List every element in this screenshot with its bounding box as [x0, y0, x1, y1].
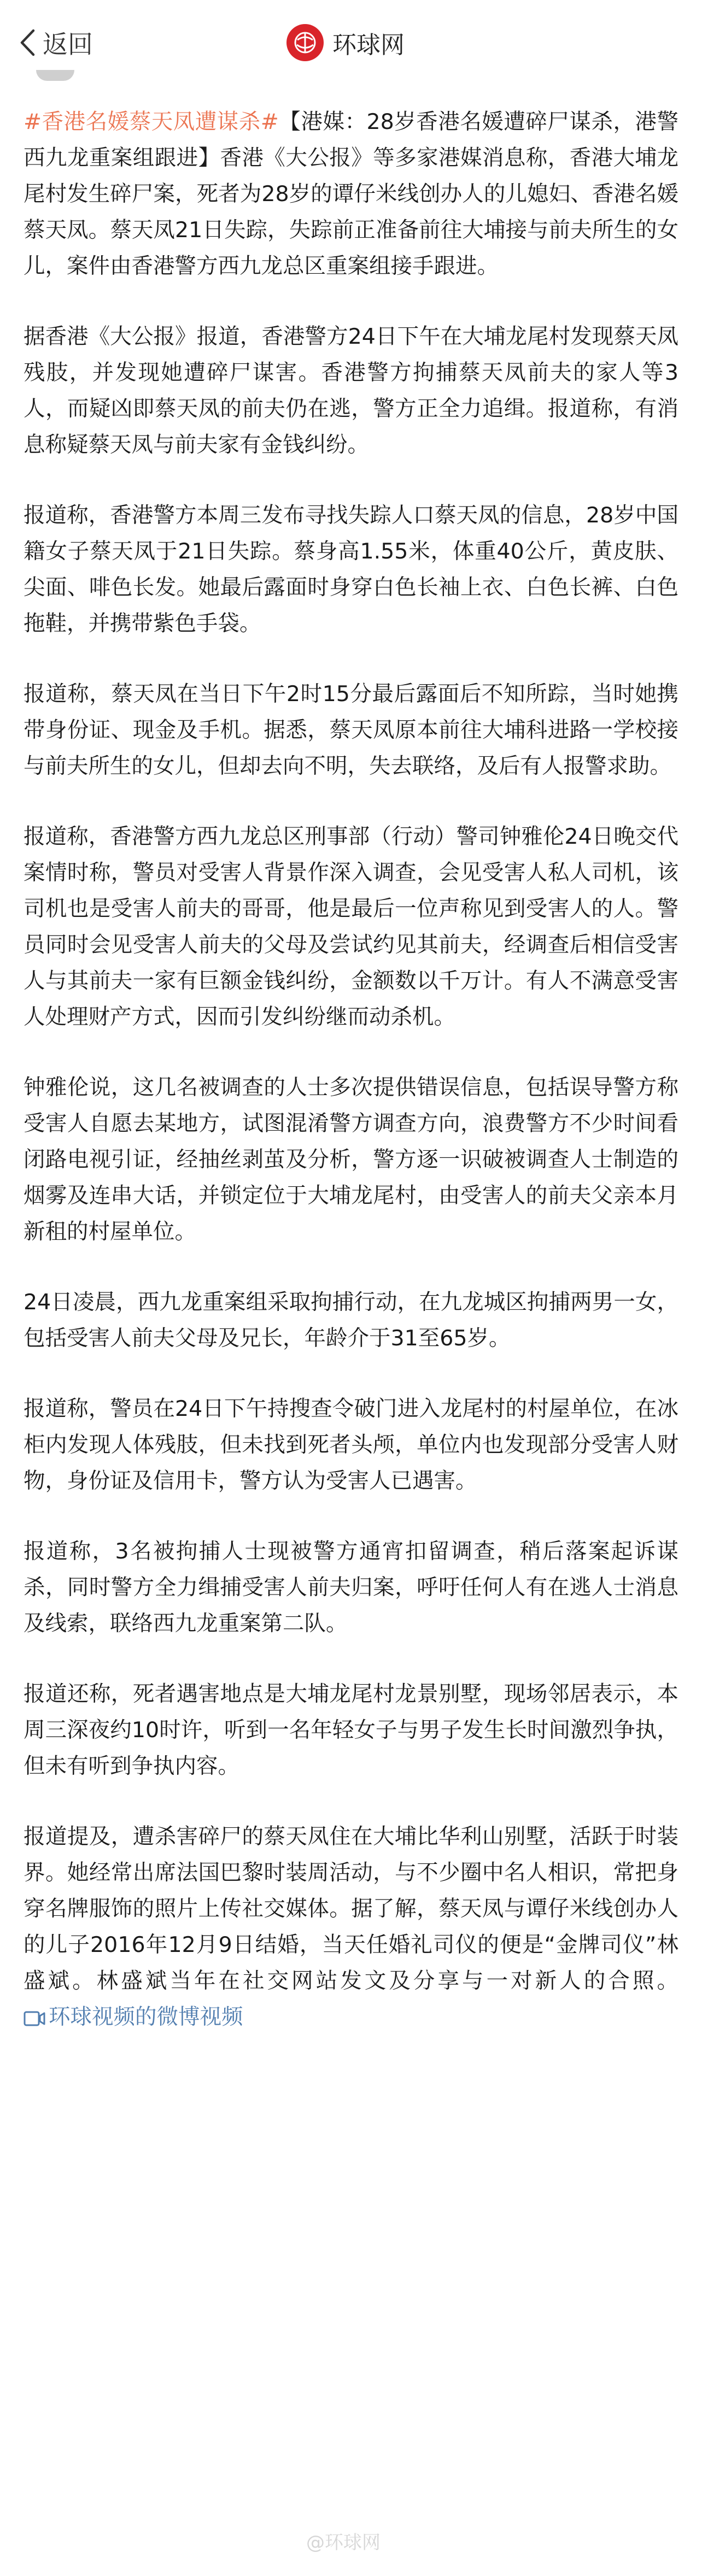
post-paragraph: 钟雅伦说，这几名被调查的人士多次提供错误信息，包括误导警方称受害人自愿去某地方，试图混淆警方调查方向，浪费警方不少时间看闭路电视引证，经抽丝剥茧及分析，警方逐一识破被调查人士制造的烟雾及连串大话，并锁定位于大埔龙尾村，由受害人的前夫父亲本月新租的村屋单位。: [24, 1075, 678, 1244]
top-navigation-bar: [0, 0, 702, 82]
post-paragraph: 报道称，蔡天凤在当日下午2时15分最后露面后不知所踪，当时她携带身份证、现金及手机。据悉，蔡天凤原本前往大埔科进路一学校接与前夫所生的女儿，但却去向不明，失去联络，及后有人报警求助。: [24, 681, 678, 779]
video-link-label: 环球视频的微博视频: [49, 2004, 243, 2030]
hashtag-link[interactable]: #香港名媛蔡天凤遭谋杀#: [24, 109, 279, 134]
video-link[interactable]: [24, 2004, 243, 2030]
paragraph-text: 【港媒：28岁香港名媛遭碎尸谋杀，港警西九龙重案组跟进】香港《大公报》等多家港媒消息称，香港大埔龙尾村发生碎尸案，死者为28岁的谭仔米线创办人的儿媳妇、香港名媛蔡天凤。蔡天凤21日失踪，失踪前正准备前往大埔接与前夫所生的女儿，案件由香港警方西九龙总区重案组接手跟进。: [24, 109, 678, 279]
account-logo-icon: [286, 24, 324, 61]
post-paragraph: 报道称，香港警方本周三发布寻找失踪人口蔡天凤的信息，28岁中国籍女子蔡天凤于21日失踪。蔡身高1.55米，体重40公斤，黄皮肤、尖面、啡色长发。她最后露面时身穿白色长袖上衣、白色长裤、白色拖鞋，并携带紫色手袋。: [24, 503, 678, 636]
avatar: [36, 70, 74, 81]
post-paragraph: 报道称，警员在24日下午持搜查令破门进入龙尾村的村屋单位，在冰柜内发现人体残肢，但未找到死者头颅，单位内也发现部分受害人财物，身份证及信用卡，警方认为受害人已遇害。: [24, 1396, 678, 1493]
back-label: 返回: [43, 30, 93, 59]
post-paragraph: 24日凌晨，西九龙重案组采取拘捕行动，在九龙城区拘捕两男一女，包括受害人前夫父母及兄长，年龄介于31至65岁。: [24, 1290, 678, 1351]
back-button[interactable]: [15, 22, 93, 63]
video-icon: [24, 2002, 45, 2038]
post-paragraph: 报道还称，死者遇害地点是大埔龙尾村龙景别墅，现场邻居表示，本周三深夜约10时许，听到一名年轻女子与男子发生长时间激烈争执，但未有听到争执内容。: [24, 1681, 678, 1779]
post-paragraph: 报道称，3名被拘捕人士现被警方通宵扣留调查，稍后落案起诉谋杀，同时警方全力缉捕受害人前夫归案，呼吁任何人有在逃人士消息及线索，联络西九龙重案第二队。: [24, 1539, 678, 1636]
account-name: 环球网: [332, 31, 405, 59]
post-paragraph: 据香港《大公报》报道，香港警方24日下午在大埔龙尾村发现蔡天凤残肢，并发现她遭碎尸谋害。香港警方拘捕蔡天凤前夫的家人等3人，而疑凶即蔡天凤的前夫仍在逃，警方正全力追缉。报道称，有消息称疑蔡天凤与前夫家有金钱纠纷。: [24, 324, 678, 457]
post-paragraph: 报道称，香港警方西九龙总区刑事部（行动）警司钟雅伦24日晚交代案情时称，警员对受害人背景作深入调查，会见受害人私人司机，该司机也是受害人前夫的哥哥，他是最后一位声称见到受害人的人。警员同时会见受害人前夫的父母及尝试约见其前夫，经调查后相信受害人与其前夫一家有巨额金钱纠纷，金额数以千万计。有人不满意受害人处理财产方式，因而引发纠纷继而动杀机。: [24, 824, 678, 1030]
paragraph-text: 报道提及，遭杀害碎尸的蔡天凤住在大埔比华利山别墅，活跃于时装界。她经常出席法国巴黎时装周活动，与不少圈中名人相识，常把身穿名牌服饰的照片上传社交媒体。据了解，蔡天凤与谭仔米线创办人的儿子2016年12月9日结婚，当天任婚礼司仪的便是“金牌司仪”林盛斌。林盛斌当年在社交网站发文及分享与一对新人的合照。: [24, 1824, 678, 1993]
watermark: @环球网: [306, 2532, 381, 2554]
chevron-left-icon: [15, 26, 39, 59]
account-header[interactable]: [286, 21, 405, 64]
post-paragraph: [24, 104, 678, 284]
post-paragraph: [24, 1819, 678, 2038]
post-body: [24, 104, 678, 2038]
